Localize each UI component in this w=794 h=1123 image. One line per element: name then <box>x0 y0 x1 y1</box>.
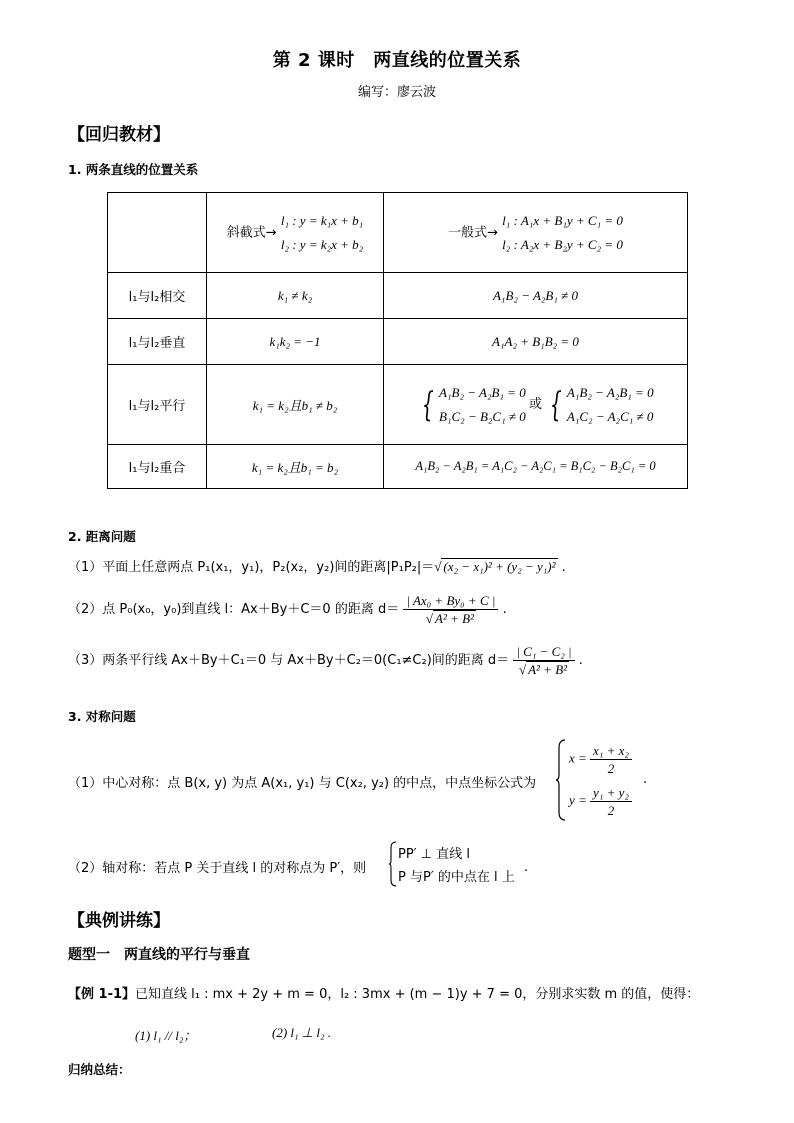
period: . <box>643 772 648 787</box>
denominator-radicand: A² + B² <box>528 662 568 677</box>
parallel-a-eq1: A₁B₂ − A₂B₁ = 0 <box>439 384 526 400</box>
distance-point-line <box>68 592 507 627</box>
subheading-positions: 1. 两条直线的位置关系 <box>68 162 199 177</box>
question-type-heading: 题型一 两直线的平行与垂直 <box>68 947 250 963</box>
fraction-denominator: 2 <box>607 761 615 776</box>
fraction-numerator: | C₁ − C₂ | <box>513 643 574 661</box>
fraction-denominator: 2 <box>607 803 615 818</box>
fraction-numerator: x₁ + x₂ <box>590 742 632 760</box>
table-row <box>108 273 688 319</box>
fraction-denominator: √ A² + B² <box>518 662 568 677</box>
table-row <box>108 365 688 445</box>
row-slope-condition: k₁ = k₂且b₁ = b₂ <box>207 445 384 489</box>
slope-eq-l1: l₁ : y = k₁x + b₁ <box>280 212 364 228</box>
row-label: l₁与l₂垂直 <box>108 319 207 365</box>
left-brace-b: { <box>550 384 563 425</box>
distance-two-points-text: （1）平面上任意两点 P₁(x₁，y₁)，P₂(x₂，y₂)间的距离|P₁P₂|＝ <box>68 560 435 575</box>
slope-form-equations <box>281 209 363 257</box>
midpoint-formula <box>555 738 655 822</box>
row-slope-condition: k₁k₂ = −1 <box>207 319 384 365</box>
row-label: l₁与l₂平行 <box>108 365 207 445</box>
parallel-b-eq2: A₁C₂ − A₂C₁ ≠ 0 <box>566 408 654 424</box>
axis-condition-2: P 与P′ 的中点在 l 上 <box>398 870 515 885</box>
midpoint-x-fraction <box>590 742 632 777</box>
midpoint-x <box>569 742 632 777</box>
author-line: 编写：廖云波 <box>357 85 436 100</box>
general-form-header <box>384 193 688 273</box>
midpoint-y <box>569 784 632 819</box>
period: . <box>578 653 583 668</box>
period: . <box>502 602 507 617</box>
parallel-system-a <box>439 381 526 429</box>
general-form-label: 一般式→ <box>448 225 499 240</box>
table-row <box>108 319 688 365</box>
row-label: l₁与l₂相交 <box>108 273 207 319</box>
system-brace <box>555 738 567 822</box>
symmetry-center-text: （1）中心对称：点 B(x, y) 为点 A(x₁, y₁) 与 C(x₂, y₂) 的中点，中点坐标公式为 <box>68 776 537 791</box>
example-question-1: (1) l₁ // l₂； <box>135 1028 197 1043</box>
slope-form-header <box>207 193 384 273</box>
denominator-radicand: A² + B² <box>435 611 474 626</box>
table-corner-cell <box>108 193 207 273</box>
period: . <box>524 860 529 875</box>
relation-table <box>107 192 688 489</box>
fraction-numerator: | Ax₀ + By₀ + C | <box>403 592 498 610</box>
distance-parallel-lines <box>68 643 583 678</box>
distance-parallel-lines-fraction <box>513 643 574 678</box>
midpoint-x-lhs: x = <box>569 750 587 766</box>
example-tag: 【例 1-1】 <box>68 987 136 1002</box>
parallel-b-eq1: A₁B₂ − A₂B₁ = 0 <box>566 384 654 400</box>
axis-symmetry-system <box>388 840 538 888</box>
distance-point-line-text: （2）点 P₀(x₀，y₀)到直线 l：Ax＋By＋C＝0 的距离 d＝ <box>68 602 400 617</box>
general-form-equations <box>502 209 623 257</box>
row-slope-condition: k₁ = k₂且b₁ ≠ b₂ <box>207 365 384 445</box>
example-text: 已知直线 l₁ : mx + 2y + m = 0，l₂ : 3mx + (m − 1)y + 7 = 0，分别求实数 m 的值，使得： <box>135 987 700 1002</box>
row-label: l₁与l₂重合 <box>108 445 207 489</box>
distance-two-points-formula: (x₂ − x₁)² + (y₂ − y₁)² <box>443 559 556 574</box>
distance-point-line-fraction <box>403 592 498 627</box>
parallel-or: 或 <box>529 396 543 412</box>
example-1-1 <box>68 983 699 1002</box>
section-heading-review: 【回归教材】 <box>68 125 170 145</box>
row-general-condition: A₁A₂ + B₁B₂ = 0 <box>384 319 688 365</box>
sqrt-symbol: √ <box>434 559 442 574</box>
system-brace <box>388 840 398 888</box>
parallel-a-eq2: B₁C₂ − B₂C₁ ≠ 0 <box>439 408 526 424</box>
row-general-condition: A₁B₂ − A₂B₁ ≠ 0 <box>384 273 688 319</box>
parallel-system-b <box>567 381 654 429</box>
table-row <box>108 445 688 489</box>
fraction-numerator: y₁ + y₂ <box>590 784 632 802</box>
example-question-2: (2) l₁ ⊥ l₂ . <box>272 1025 331 1040</box>
distance-two-points <box>68 556 566 575</box>
fraction-denominator: √ A² + B² <box>425 611 474 626</box>
axis-condition-1: PP′ ⊥ 直线 l <box>398 847 470 862</box>
table-header-row <box>108 193 688 273</box>
page-title: 第 2 课时 两直线的位置关系 <box>272 50 522 71</box>
section-heading-examples: 【典例讲练】 <box>68 911 170 931</box>
row-general-condition <box>384 365 688 445</box>
symmetry-axis-text: （2）轴对称：若点 P 关于直线 l 的对称点为 P′，则 <box>68 861 367 876</box>
slope-form-label: 斜截式→ <box>226 225 277 240</box>
left-brace-a: { <box>422 384 435 425</box>
midpoint-y-fraction <box>590 784 632 819</box>
period: . <box>561 560 566 575</box>
slope-eq-l2: l₂ : y = k₂x + b₂ <box>280 236 364 252</box>
summary-label: 归纳总结： <box>68 1062 131 1077</box>
distance-parallel-lines-text: （3）两条平行线 Ax＋By＋C₁＝0 与 Ax＋By＋C₂＝0(C₁≠C₂)间的距离 d＝ <box>68 653 510 668</box>
row-slope-condition: k₁ ≠ k₂ <box>207 273 384 319</box>
general-eq-l2: l₂ : A₂x + B₂y + C₂ = 0 <box>502 236 623 252</box>
row-general-condition: A₁B₂ − A₂B₁ = A₁C₂ − A₂C₁ = B₁C₂ − B₂C₁ = 0 <box>384 445 688 489</box>
midpoint-y-lhs: y = <box>569 792 587 808</box>
subheading-symmetry: 3. 对称问题 <box>68 709 136 724</box>
subheading-distance: 2. 距离问题 <box>68 529 136 544</box>
general-eq-l1: l₁ : A₁x + B₁y + C₁ = 0 <box>502 212 623 228</box>
